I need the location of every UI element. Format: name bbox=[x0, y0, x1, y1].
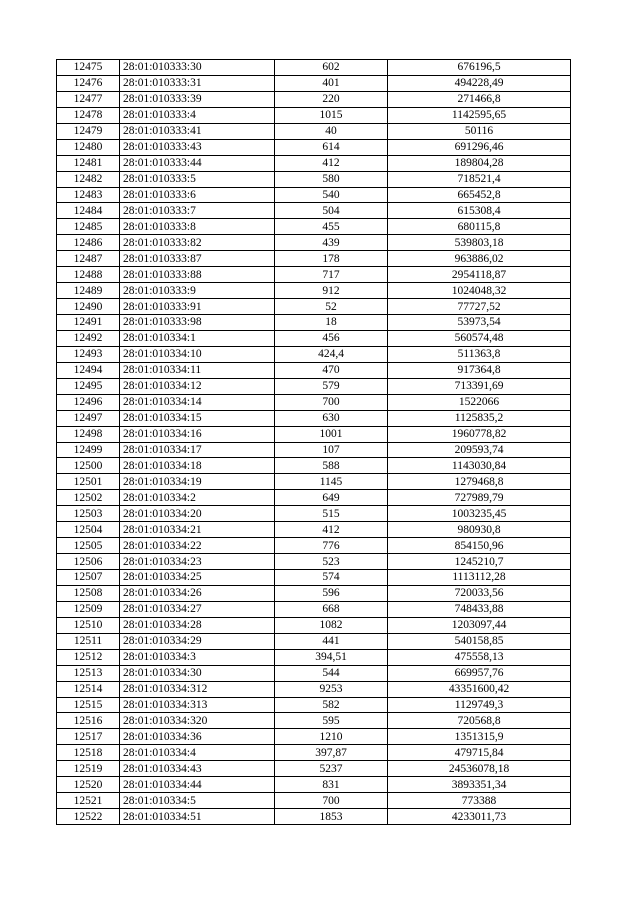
row-number-cell: 12493 bbox=[57, 346, 120, 362]
table-row bbox=[57, 330, 571, 346]
cadastral-number-cell: 28:01:010333:98 bbox=[120, 315, 275, 331]
table-row bbox=[57, 219, 571, 235]
cadastral-value-cell: 1279468,8 bbox=[388, 474, 571, 490]
area-cell: 9253 bbox=[275, 681, 388, 697]
cadastral-number-cell: 28:01:010333:8 bbox=[120, 219, 275, 235]
area-cell: 540 bbox=[275, 187, 388, 203]
area-cell: 1082 bbox=[275, 617, 388, 633]
table-row bbox=[57, 315, 571, 331]
row-number-cell: 12484 bbox=[57, 203, 120, 219]
area-cell: 18 bbox=[275, 315, 388, 331]
area-cell: 220 bbox=[275, 91, 388, 107]
row-number-cell: 12496 bbox=[57, 394, 120, 410]
table-row bbox=[57, 585, 571, 601]
row-number-cell: 12499 bbox=[57, 442, 120, 458]
row-number-cell: 12497 bbox=[57, 410, 120, 426]
area-cell: 5237 bbox=[275, 761, 388, 777]
cadastral-number-cell: 28:01:010333:5 bbox=[120, 171, 275, 187]
area-cell: 394,51 bbox=[275, 649, 388, 665]
cadastral-number-cell: 28:01:010333:44 bbox=[120, 155, 275, 171]
area-cell: 441 bbox=[275, 633, 388, 649]
area-cell: 574 bbox=[275, 570, 388, 586]
cadastral-number-cell: 28:01:010333:91 bbox=[120, 299, 275, 315]
cadastral-value-cell: 189804,28 bbox=[388, 155, 571, 171]
cadastral-number-cell: 28:01:010334:29 bbox=[120, 633, 275, 649]
cadastral-value-cell: 1003235,45 bbox=[388, 506, 571, 522]
area-cell: 700 bbox=[275, 394, 388, 410]
cadastral-number-cell: 28:01:010334:44 bbox=[120, 777, 275, 793]
cadastral-value-cell: 1024048,32 bbox=[388, 283, 571, 299]
row-number-cell: 12510 bbox=[57, 617, 120, 633]
row-number-cell: 12517 bbox=[57, 729, 120, 745]
area-cell: 595 bbox=[275, 713, 388, 729]
cadastral-value-table bbox=[56, 59, 571, 825]
area-cell: 1210 bbox=[275, 729, 388, 745]
table-row bbox=[57, 713, 571, 729]
area-cell: 717 bbox=[275, 267, 388, 283]
table-row bbox=[57, 267, 571, 283]
area-cell: 397,87 bbox=[275, 745, 388, 761]
row-number-cell: 12498 bbox=[57, 426, 120, 442]
table-row bbox=[57, 60, 571, 76]
table-row bbox=[57, 362, 571, 378]
area-cell: 580 bbox=[275, 171, 388, 187]
row-number-cell: 12505 bbox=[57, 538, 120, 554]
cadastral-number-cell: 28:01:010334:14 bbox=[120, 394, 275, 410]
area-cell: 1015 bbox=[275, 107, 388, 123]
row-number-cell: 12495 bbox=[57, 378, 120, 394]
area-cell: 455 bbox=[275, 219, 388, 235]
cadastral-value-cell: 43351600,42 bbox=[388, 681, 571, 697]
area-cell: 515 bbox=[275, 506, 388, 522]
cadastral-number-cell: 28:01:010334:10 bbox=[120, 346, 275, 362]
area-cell: 456 bbox=[275, 330, 388, 346]
cadastral-number-cell: 28:01:010334:22 bbox=[120, 538, 275, 554]
row-number-cell: 12507 bbox=[57, 570, 120, 586]
row-number-cell: 12504 bbox=[57, 522, 120, 538]
cadastral-number-cell: 28:01:010333:43 bbox=[120, 139, 275, 155]
cadastral-number-cell: 28:01:010334:11 bbox=[120, 362, 275, 378]
cadastral-number-cell: 28:01:010334:20 bbox=[120, 506, 275, 522]
cadastral-number-cell: 28:01:010333:4 bbox=[120, 107, 275, 123]
row-number-cell: 12503 bbox=[57, 506, 120, 522]
row-number-cell: 12514 bbox=[57, 681, 120, 697]
table-row bbox=[57, 75, 571, 91]
table-row bbox=[57, 203, 571, 219]
cadastral-number-cell: 28:01:010333:82 bbox=[120, 235, 275, 251]
area-cell: 1001 bbox=[275, 426, 388, 442]
cadastral-value-cell: 540158,85 bbox=[388, 633, 571, 649]
cadastral-number-cell: 28:01:010334:21 bbox=[120, 522, 275, 538]
cadastral-number-cell: 28:01:010333:31 bbox=[120, 75, 275, 91]
area-cell: 107 bbox=[275, 442, 388, 458]
cadastral-value-cell: 77727,52 bbox=[388, 299, 571, 315]
table-row bbox=[57, 251, 571, 267]
cadastral-number-cell: 28:01:010334:313 bbox=[120, 697, 275, 713]
row-number-cell: 12489 bbox=[57, 283, 120, 299]
table-row bbox=[57, 777, 571, 793]
cadastral-value-cell: 1245210,7 bbox=[388, 554, 571, 570]
cadastral-number-cell: 28:01:010333:88 bbox=[120, 267, 275, 283]
cadastral-value-cell: 3893351,34 bbox=[388, 777, 571, 793]
cadastral-number-cell: 28:01:010334:4 bbox=[120, 745, 275, 761]
cadastral-number-cell: 28:01:010334:51 bbox=[120, 809, 275, 825]
cadastral-number-cell: 28:01:010334:27 bbox=[120, 601, 275, 617]
cadastral-number-cell: 28:01:010333:87 bbox=[120, 251, 275, 267]
cadastral-number-cell: 28:01:010334:36 bbox=[120, 729, 275, 745]
row-number-cell: 12482 bbox=[57, 171, 120, 187]
table-row bbox=[57, 681, 571, 697]
table-row bbox=[57, 410, 571, 426]
table-row bbox=[57, 745, 571, 761]
row-number-cell: 12519 bbox=[57, 761, 120, 777]
row-number-cell: 12490 bbox=[57, 299, 120, 315]
cadastral-value-cell: 50116 bbox=[388, 123, 571, 139]
area-cell: 544 bbox=[275, 665, 388, 681]
cadastral-number-cell: 28:01:010333:7 bbox=[120, 203, 275, 219]
cadastral-value-cell: 1522066 bbox=[388, 394, 571, 410]
table-row bbox=[57, 283, 571, 299]
row-number-cell: 12500 bbox=[57, 458, 120, 474]
area-cell: 700 bbox=[275, 793, 388, 809]
cadastral-number-cell: 28:01:010334:312 bbox=[120, 681, 275, 697]
cadastral-value-cell: 691296,46 bbox=[388, 139, 571, 155]
row-number-cell: 12486 bbox=[57, 235, 120, 251]
cadastral-value-cell: 713391,69 bbox=[388, 378, 571, 394]
cadastral-value-cell: 479715,84 bbox=[388, 745, 571, 761]
area-cell: 40 bbox=[275, 123, 388, 139]
area-cell: 668 bbox=[275, 601, 388, 617]
cadastral-number-cell: 28:01:010334:17 bbox=[120, 442, 275, 458]
cadastral-value-cell: 1142595,65 bbox=[388, 107, 571, 123]
cadastral-number-cell: 28:01:010334:18 bbox=[120, 458, 275, 474]
area-cell: 412 bbox=[275, 155, 388, 171]
table-row bbox=[57, 506, 571, 522]
table-row bbox=[57, 809, 571, 825]
area-cell: 614 bbox=[275, 139, 388, 155]
area-cell: 1145 bbox=[275, 474, 388, 490]
cadastral-value-cell: 669957,76 bbox=[388, 665, 571, 681]
table-row bbox=[57, 538, 571, 554]
cadastral-number-cell: 28:01:010333:6 bbox=[120, 187, 275, 203]
cadastral-value-cell: 1129749,3 bbox=[388, 697, 571, 713]
row-number-cell: 12483 bbox=[57, 187, 120, 203]
table-row bbox=[57, 442, 571, 458]
cadastral-value-cell: 1143030,84 bbox=[388, 458, 571, 474]
area-cell: 52 bbox=[275, 299, 388, 315]
table-row bbox=[57, 299, 571, 315]
cadastral-value-cell: 1960778,82 bbox=[388, 426, 571, 442]
row-number-cell: 12487 bbox=[57, 251, 120, 267]
table-row bbox=[57, 554, 571, 570]
area-cell: 1853 bbox=[275, 809, 388, 825]
area-cell: 579 bbox=[275, 378, 388, 394]
cadastral-value-cell: 1125835,2 bbox=[388, 410, 571, 426]
row-number-cell: 12485 bbox=[57, 219, 120, 235]
table-row bbox=[57, 91, 571, 107]
table-row bbox=[57, 426, 571, 442]
cadastral-value-cell: 665452,8 bbox=[388, 187, 571, 203]
area-cell: 470 bbox=[275, 362, 388, 378]
row-number-cell: 12492 bbox=[57, 330, 120, 346]
area-cell: 596 bbox=[275, 585, 388, 601]
row-number-cell: 12479 bbox=[57, 123, 120, 139]
area-cell: 412 bbox=[275, 522, 388, 538]
area-cell: 424,4 bbox=[275, 346, 388, 362]
table-row bbox=[57, 187, 571, 203]
table-row bbox=[57, 522, 571, 538]
cadastral-number-cell: 28:01:010334:1 bbox=[120, 330, 275, 346]
cadastral-number-cell: 28:01:010334:3 bbox=[120, 649, 275, 665]
cadastral-number-cell: 28:01:010334:30 bbox=[120, 665, 275, 681]
cadastral-value-cell: 1203097,44 bbox=[388, 617, 571, 633]
table-row bbox=[57, 490, 571, 506]
row-number-cell: 12506 bbox=[57, 554, 120, 570]
cadastral-value-cell: 748433,88 bbox=[388, 601, 571, 617]
row-number-cell: 12475 bbox=[57, 60, 120, 76]
row-number-cell: 12478 bbox=[57, 107, 120, 123]
row-number-cell: 12522 bbox=[57, 809, 120, 825]
cadastral-number-cell: 28:01:010334:19 bbox=[120, 474, 275, 490]
row-number-cell: 12513 bbox=[57, 665, 120, 681]
cadastral-number-cell: 28:01:010333:41 bbox=[120, 123, 275, 139]
table-row bbox=[57, 665, 571, 681]
cadastral-value-cell: 4233011,73 bbox=[388, 809, 571, 825]
area-cell: 439 bbox=[275, 235, 388, 251]
cadastral-value-cell: 963886,02 bbox=[388, 251, 571, 267]
area-cell: 582 bbox=[275, 697, 388, 713]
cadastral-value-cell: 494228,49 bbox=[388, 75, 571, 91]
cadastral-number-cell: 28:01:010334:23 bbox=[120, 554, 275, 570]
cadastral-value-cell: 917364,8 bbox=[388, 362, 571, 378]
cadastral-value-cell: 511363,8 bbox=[388, 346, 571, 362]
cadastral-value-cell: 53973,54 bbox=[388, 315, 571, 331]
row-number-cell: 12515 bbox=[57, 697, 120, 713]
row-number-cell: 12477 bbox=[57, 91, 120, 107]
cadastral-value-cell: 209593,74 bbox=[388, 442, 571, 458]
table-row bbox=[57, 139, 571, 155]
cadastral-number-cell: 28:01:010334:2 bbox=[120, 490, 275, 506]
cadastral-value-cell: 475558,13 bbox=[388, 649, 571, 665]
cadastral-number-cell: 28:01:010334:12 bbox=[120, 378, 275, 394]
table-row bbox=[57, 601, 571, 617]
table-row bbox=[57, 235, 571, 251]
table-row bbox=[57, 171, 571, 187]
cadastral-value-cell: 539803,18 bbox=[388, 235, 571, 251]
cadastral-value-cell: 727989,79 bbox=[388, 490, 571, 506]
table-row bbox=[57, 617, 571, 633]
row-number-cell: 12494 bbox=[57, 362, 120, 378]
table-body bbox=[57, 60, 571, 825]
cadastral-number-cell: 28:01:010333:39 bbox=[120, 91, 275, 107]
table-row bbox=[57, 107, 571, 123]
cadastral-number-cell: 28:01:010334:16 bbox=[120, 426, 275, 442]
cadastral-value-cell: 680115,8 bbox=[388, 219, 571, 235]
table-row bbox=[57, 697, 571, 713]
table-row bbox=[57, 649, 571, 665]
area-cell: 649 bbox=[275, 490, 388, 506]
area-cell: 776 bbox=[275, 538, 388, 554]
cadastral-number-cell: 28:01:010334:15 bbox=[120, 410, 275, 426]
table-row bbox=[57, 761, 571, 777]
cadastral-value-cell: 24536078,18 bbox=[388, 761, 571, 777]
cadastral-number-cell: 28:01:010334:43 bbox=[120, 761, 275, 777]
row-number-cell: 12476 bbox=[57, 75, 120, 91]
cadastral-value-cell: 615308,4 bbox=[388, 203, 571, 219]
cadastral-value-cell: 560574,48 bbox=[388, 330, 571, 346]
cadastral-value-cell: 720568,8 bbox=[388, 713, 571, 729]
row-number-cell: 12516 bbox=[57, 713, 120, 729]
row-number-cell: 12509 bbox=[57, 601, 120, 617]
area-cell: 178 bbox=[275, 251, 388, 267]
row-number-cell: 12502 bbox=[57, 490, 120, 506]
table-row bbox=[57, 394, 571, 410]
row-number-cell: 12480 bbox=[57, 139, 120, 155]
table-row bbox=[57, 729, 571, 745]
cadastral-value-cell: 676196,5 bbox=[388, 60, 571, 76]
table-row bbox=[57, 458, 571, 474]
area-cell: 504 bbox=[275, 203, 388, 219]
table-row bbox=[57, 474, 571, 490]
area-cell: 523 bbox=[275, 554, 388, 570]
area-cell: 602 bbox=[275, 60, 388, 76]
cadastral-number-cell: 28:01:010334:320 bbox=[120, 713, 275, 729]
cadastral-value-cell: 1113112,28 bbox=[388, 570, 571, 586]
row-number-cell: 12521 bbox=[57, 793, 120, 809]
table-row bbox=[57, 570, 571, 586]
cadastral-value-cell: 1351315,9 bbox=[388, 729, 571, 745]
cadastral-value-cell: 718521,4 bbox=[388, 171, 571, 187]
cadastral-value-cell: 773388 bbox=[388, 793, 571, 809]
row-number-cell: 12518 bbox=[57, 745, 120, 761]
cadastral-number-cell: 28:01:010334:26 bbox=[120, 585, 275, 601]
row-number-cell: 12508 bbox=[57, 585, 120, 601]
row-number-cell: 12511 bbox=[57, 633, 120, 649]
cadastral-number-cell: 28:01:010334:25 bbox=[120, 570, 275, 586]
row-number-cell: 12491 bbox=[57, 315, 120, 331]
table-row bbox=[57, 155, 571, 171]
cadastral-number-cell: 28:01:010333:30 bbox=[120, 60, 275, 76]
cadastral-value-cell: 854150,96 bbox=[388, 538, 571, 554]
table-row bbox=[57, 123, 571, 139]
row-number-cell: 12520 bbox=[57, 777, 120, 793]
cadastral-number-cell: 28:01:010334:5 bbox=[120, 793, 275, 809]
cadastral-number-cell: 28:01:010334:28 bbox=[120, 617, 275, 633]
table-row bbox=[57, 633, 571, 649]
row-number-cell: 12512 bbox=[57, 649, 120, 665]
table-row bbox=[57, 793, 571, 809]
area-cell: 912 bbox=[275, 283, 388, 299]
table-row bbox=[57, 346, 571, 362]
area-cell: 401 bbox=[275, 75, 388, 91]
table-row bbox=[57, 378, 571, 394]
area-cell: 630 bbox=[275, 410, 388, 426]
area-cell: 588 bbox=[275, 458, 388, 474]
row-number-cell: 12488 bbox=[57, 267, 120, 283]
cadastral-value-cell: 2954118,87 bbox=[388, 267, 571, 283]
cadastral-value-cell: 980930,8 bbox=[388, 522, 571, 538]
cadastral-value-cell: 720033,56 bbox=[388, 585, 571, 601]
row-number-cell: 12481 bbox=[57, 155, 120, 171]
cadastral-number-cell: 28:01:010333:9 bbox=[120, 283, 275, 299]
cadastral-value-cell: 271466,8 bbox=[388, 91, 571, 107]
area-cell: 831 bbox=[275, 777, 388, 793]
row-number-cell: 12501 bbox=[57, 474, 120, 490]
